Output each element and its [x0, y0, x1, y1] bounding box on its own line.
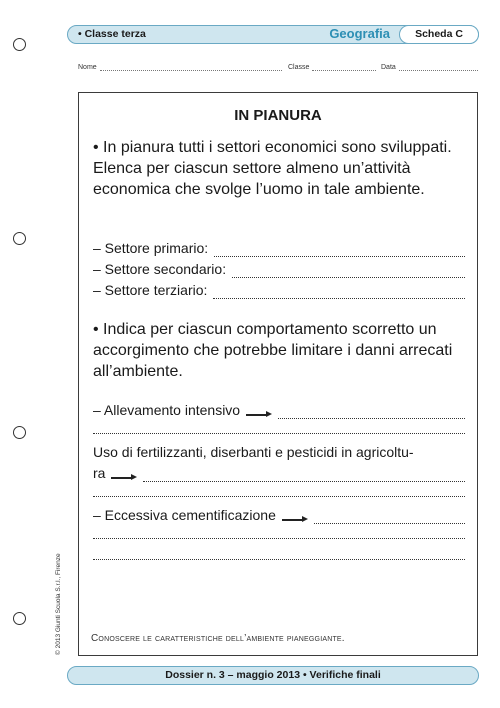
class-level-label: • Classe terza [78, 28, 146, 40]
worksheet-box [78, 92, 478, 656]
arrow-right-icon [246, 409, 272, 419]
behavior-2-label-cont: ra [93, 465, 106, 481]
class-field[interactable] [288, 64, 376, 71]
behavior-3-label: – Eccessiva cementificazione [93, 507, 276, 523]
answer-line-behavior-1[interactable] [93, 401, 465, 419]
name-field[interactable] [78, 64, 282, 71]
class-label: Classe [288, 64, 310, 71]
binder-hole-3 [13, 426, 26, 439]
answer-line-secondary[interactable] [93, 260, 465, 278]
answer-line-behavior-2[interactable] [93, 464, 465, 482]
sector-primary-label: – Settore primario: [93, 240, 209, 256]
sector-secondary-label: – Settore secondario: [93, 261, 227, 277]
answer-line-behavior-3[interactable] [93, 506, 465, 524]
binder-hole-4 [13, 612, 26, 625]
behavior-1-label: – Allevamento intensivo [93, 402, 241, 418]
copyright-notice: © 2013 Giunti Scuola S.r.l., Firenze [55, 553, 62, 655]
behavior-2-line-1 [93, 443, 465, 461]
question-1: • In pianura tutti i settori economici sono sviluppati. Elenca per ciascun settore almeno un’attività economica che svolge l’uomo in tale ambiente. [93, 139, 452, 198]
sheet-label: Scheda C [399, 25, 479, 44]
name-label: Nome [78, 64, 97, 71]
arrow-right-icon [282, 514, 308, 524]
question-2: • Indica per ciascun comportamento scorretto un accorgimento che potrebbe limitare i danni arrecati all’ambiente. [93, 321, 453, 380]
binder-hole-1 [13, 38, 26, 51]
date-field[interactable] [381, 64, 478, 71]
learning-objective: Conoscere le caratteristiche dell’ambiente pianeggiante. [91, 633, 345, 644]
arrow-right-icon [111, 472, 137, 482]
answer-line-primary[interactable] [93, 239, 465, 257]
behavior-2-label: Uso di fertilizzanti, diserbanti e pesticidi in agricoltu- [93, 444, 414, 460]
binder-hole-2 [13, 232, 26, 245]
answer-line-tertiary[interactable] [93, 281, 465, 299]
answer-line-behavior-3-cont-2[interactable] [93, 548, 465, 560]
answer-line-behavior-1-cont[interactable] [93, 422, 465, 434]
subject-label: Geografia [329, 26, 390, 41]
sector-tertiary-label: – Settore terziario: [93, 282, 208, 298]
date-label: Data [381, 64, 396, 71]
student-info-fields [78, 64, 478, 76]
answer-line-behavior-2-cont[interactable] [93, 485, 465, 497]
header-bar [67, 25, 479, 44]
footer-bar: Dossier n. 3 – maggio 2013 • Verifiche finali [67, 666, 479, 685]
worksheet-title: IN PIANURA [234, 107, 322, 124]
answer-line-behavior-3-cont-1[interactable] [93, 527, 465, 539]
